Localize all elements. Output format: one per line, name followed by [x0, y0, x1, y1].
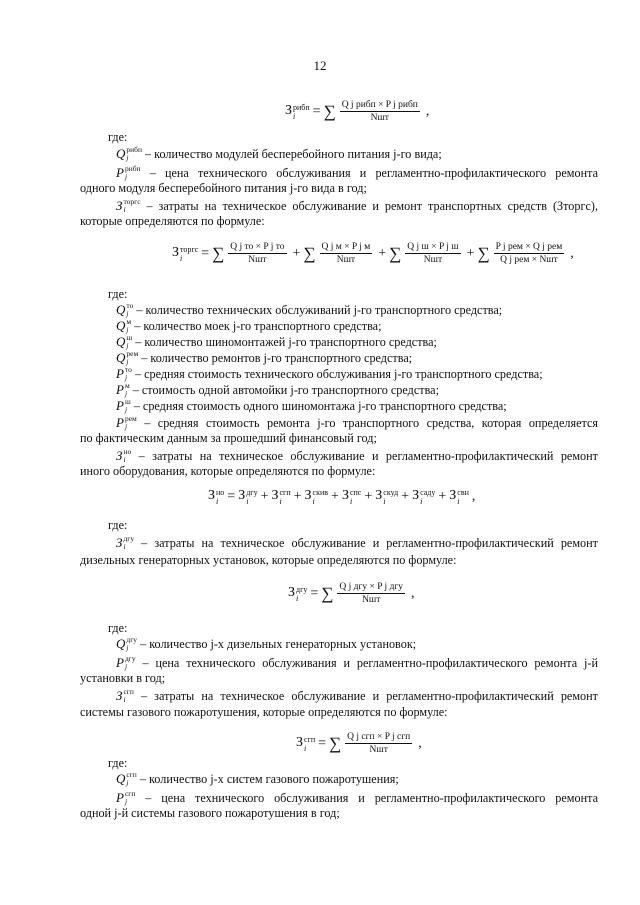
page-number: 12 — [313, 58, 327, 73]
definition-line: Q дгу j – количество j-х дизельных генераторных установок; — [116, 635, 417, 652]
text-line: системы газового пожаротушения, которые определяются по формуле: — [80, 705, 448, 719]
definition-line: Q рем j – количество ремонтов j-го транспортного средства; — [116, 349, 413, 366]
text-line: одного модуля бесперебойного питания j-го вида в год; — [80, 181, 367, 195]
formula-torgs: З торгс i = ∑ $\frac{\text{Q j то × P j то}}{\text{Nшт}}$ + ∑ $\frac{\text{Q j м × P j м}}{\text{Nшт}}$ + ∑ $\frac{\text{Q j ш × P j ш}}{\text{Nшт}}$ + ∑ $\frac{\text{P j рем × Q j рем}}{\text{Q j рем × Nшт}}$ , — [172, 242, 574, 265]
text-line: одной j-й системы газового пожаротушения в год; — [80, 806, 340, 820]
equals-sign: = — [312, 103, 321, 119]
formula-sgp: З сгп i = ∑ $\frac{\text{Q j сгп × P j сгп}}{\text{Nшт}}$ , — [296, 732, 422, 755]
formula-dgu: З дгу i = ∑ $\frac{\text{Q j дгу × P j дгу}}{\text{Nшт}}$ , — [288, 582, 415, 605]
definition-line: P рем j – средняя стоимость ремонта j-го транспортного средства, которая определяется — [116, 414, 598, 431]
definition-line: P рибп j – цена технического обслуживания и регламентно-профилактического ремонта — [116, 164, 598, 181]
definition-line: Q сгп j – количество j-х систем газового пожаротушения; — [116, 770, 399, 787]
text-line: установки в год; — [80, 671, 166, 685]
fraction: $\frac{\text{Q j рибп × P j рибп}}{\text{Nшт}}$ — [341, 100, 418, 123]
text-line: иного оборудования, которые определяются по формуле: — [80, 464, 376, 478]
text-line: дизельных генераторных установок, которые определяются по формуле: — [80, 553, 457, 567]
definition-line: З дгу i – затраты на техническое обслуживание и регламентно-профилактический ремонт — [116, 534, 598, 551]
text-line: где: — [108, 621, 128, 635]
definition-line: З но i – затраты на техническое обслуживание и регламентно-профилактический ремонт — [116, 447, 598, 464]
text-line: по фактическим данным за прошедший финансовый год; — [80, 431, 377, 445]
definition-line: P ш j – средняя стоимость одного шиномонтажа j-го транспортного средства; — [116, 397, 507, 414]
definition-line: P то j – средняя стоимость технического обслуживания j-го транспортного средства; — [116, 365, 543, 382]
definition-line: Q то j – количество технических обслуживаний j-го транспортного средства; — [116, 301, 503, 318]
definition-line: Q рибп j – количество модулей бесперебойного питания j-го вида; — [116, 145, 442, 162]
formula-lhs: З рибп i — [285, 102, 310, 121]
formula-no: З но i = З дгу i + З сгп i + З скив i + З спс i + З скуд i + З саду i + З свн i , — [208, 488, 476, 506]
definition-line: P дгу j – цена технического обслуживания и регламентно-профилактического ремонта j-й — [116, 654, 598, 671]
text-line: которые определяются по формуле: — [80, 214, 265, 228]
sum-sign: ∑ — [323, 101, 336, 121]
definition-line: Q ш j – количество шиномонтажей j-го транспортного средства; — [116, 333, 437, 350]
formula-ribp: З рибп i = ∑ $\frac{\text{Q j рибп × P j рибп}}{\text{Nшт}}$ , — [285, 100, 430, 123]
text-line: где: — [108, 130, 128, 144]
text-line: где: — [108, 287, 128, 301]
definition-line: З сгп i – затраты на техническое обслуживание и регламентно-профилактический ремонт — [116, 687, 598, 704]
definition-line: P м j – стоимость одной автомойки j-го транспортного средства; — [116, 381, 439, 398]
text-line: где: — [108, 518, 128, 532]
definition-line: P сгп j – цена технического обслуживания и регламентно-профилактического ремонта — [116, 789, 598, 806]
text-line: где: — [108, 756, 128, 770]
definition-line: З торгс i – затраты на техническое обслуживание и ремонт транспортных средств (Зторгс), — [116, 197, 598, 214]
definition-line: Q м j – количество моек j-го транспортного средства; — [116, 317, 382, 334]
